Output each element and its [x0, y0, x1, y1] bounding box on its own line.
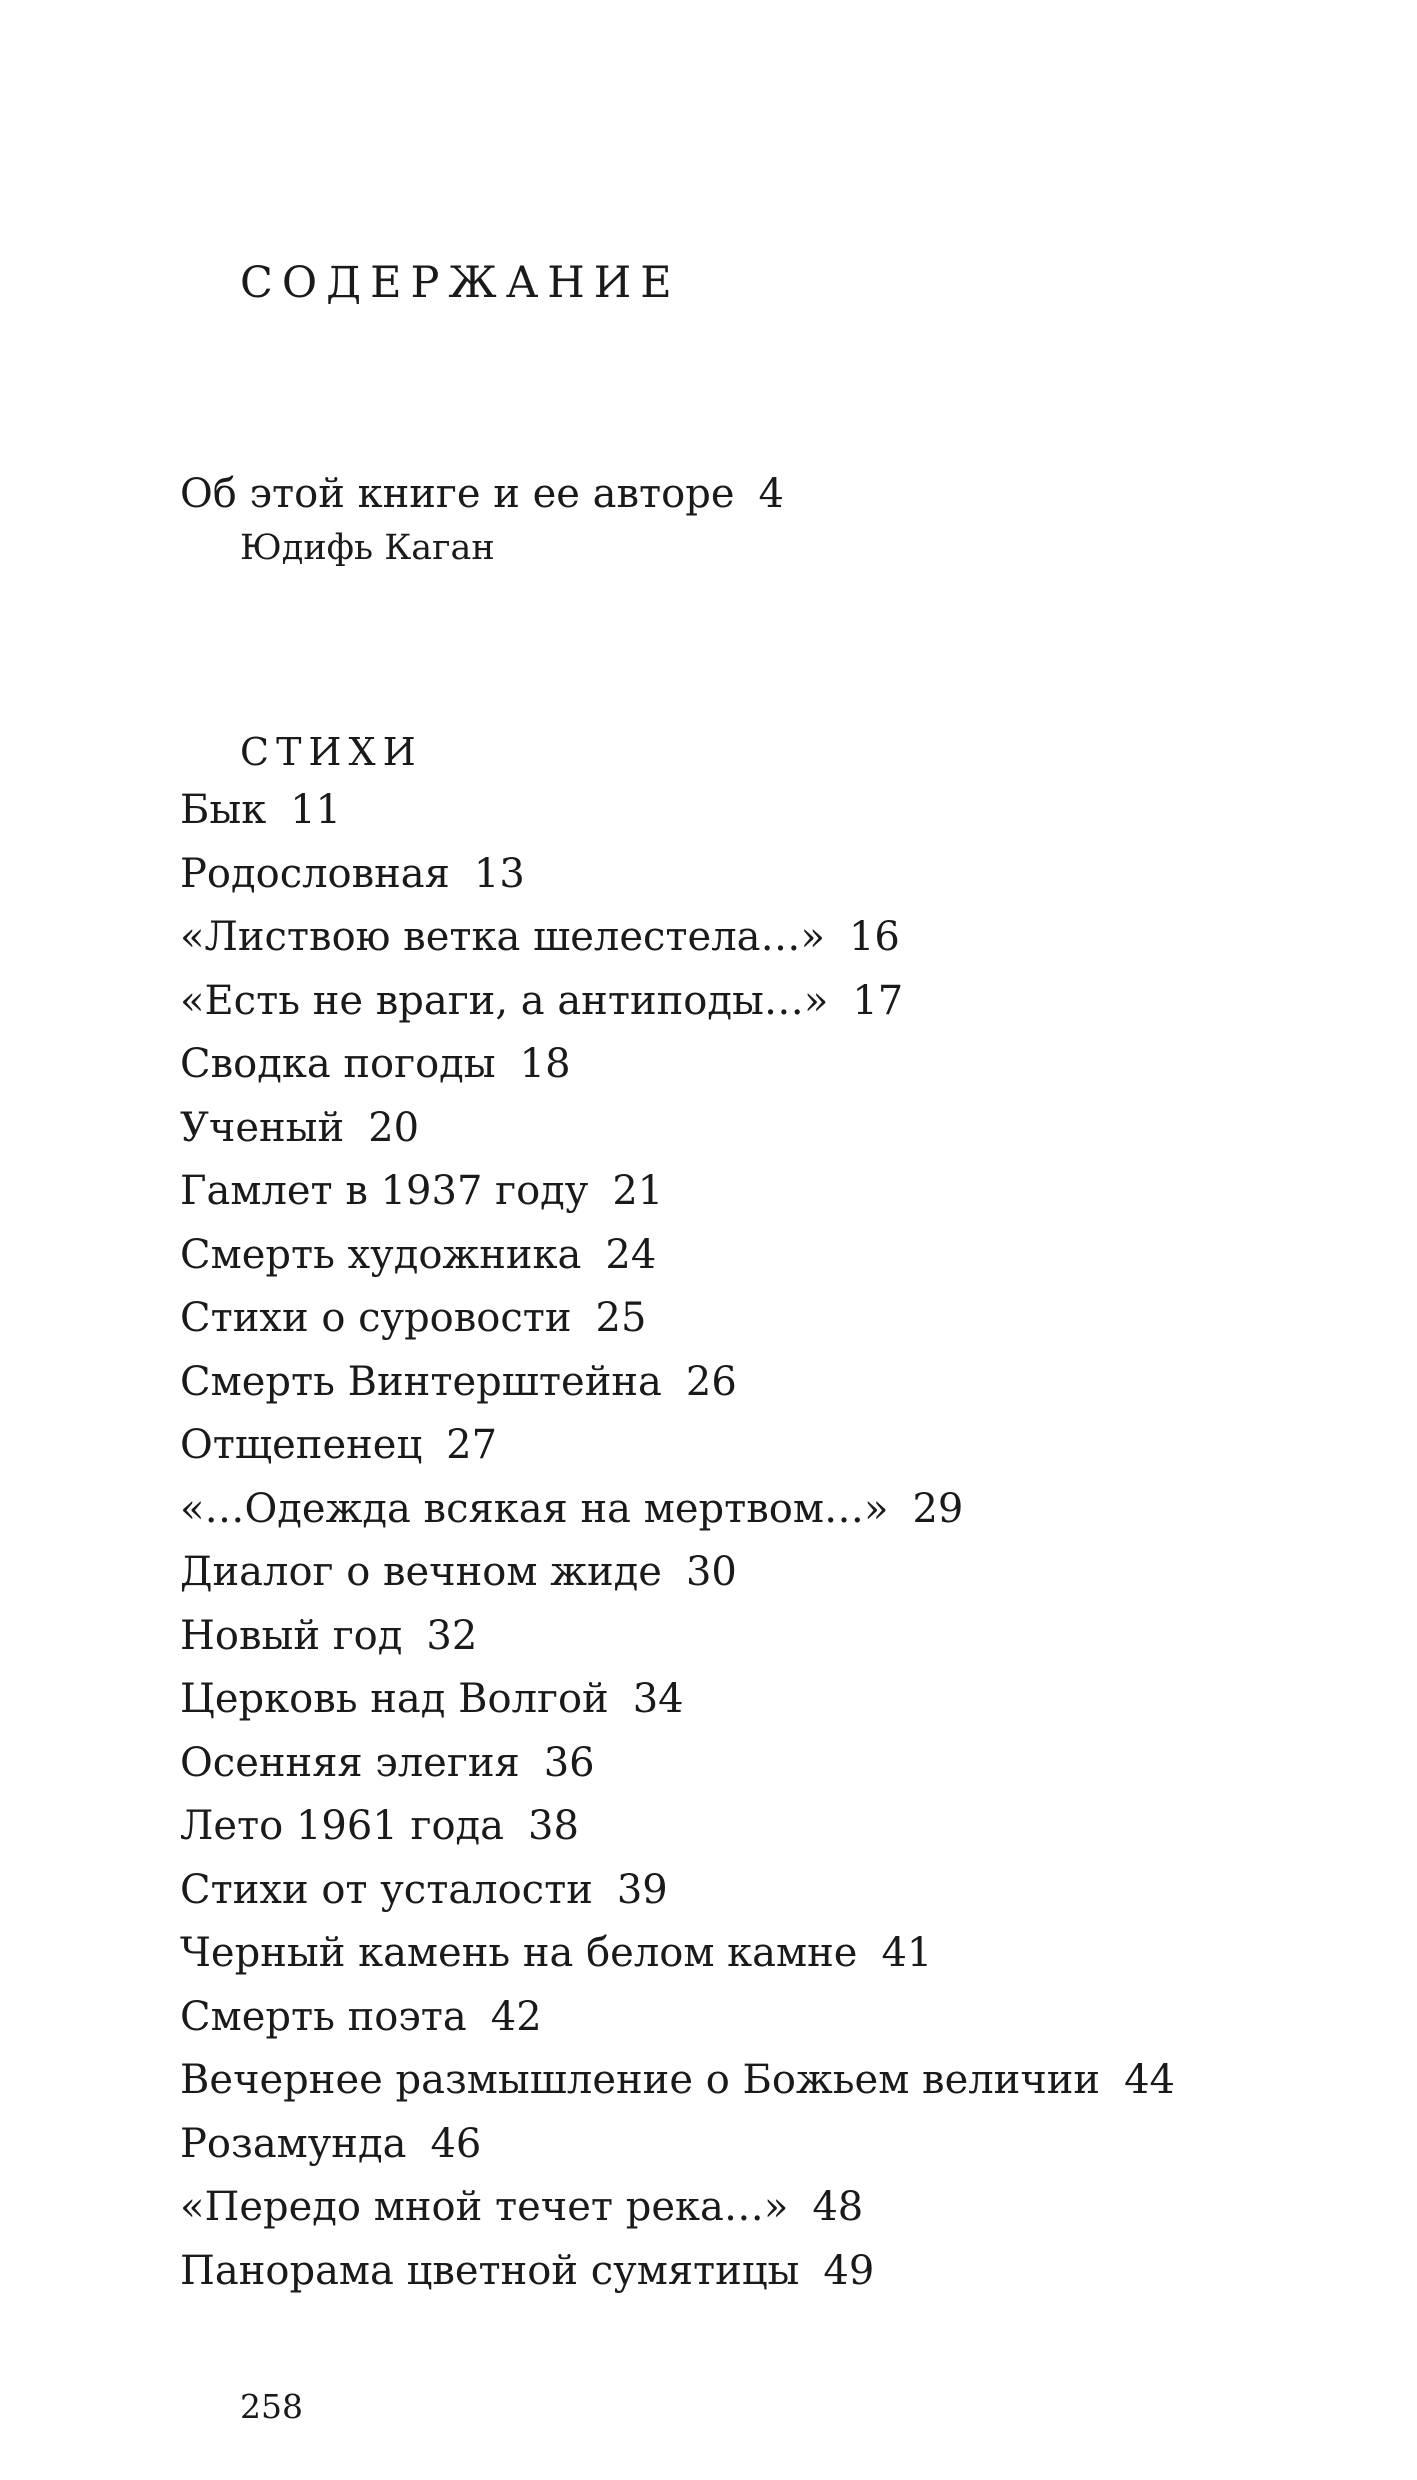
toc-entry — [180, 2176, 1175, 2240]
entry-page-number: 49 — [823, 2247, 875, 2294]
entry-page-number: 34 — [632, 1676, 684, 1722]
entry-page-number: 41 — [881, 1930, 933, 1976]
entry-page-number: 16 — [848, 914, 900, 960]
entry-page-number: 32 — [426, 1612, 478, 1659]
page-title: СОДЕРЖАНИЕ — [240, 258, 681, 308]
toc-entry — [180, 843, 1175, 907]
entry-title: Гамлет в 1937 году — [180, 1168, 589, 1214]
entry-title: Панорама цветной сумятицы — [180, 2247, 800, 2294]
toc-entry — [180, 970, 1175, 1034]
entry-title: Розамунда — [180, 2120, 407, 2167]
entry-page-number: 26 — [685, 1358, 737, 1405]
entry-page-number: 38 — [528, 1803, 579, 1849]
entry-title: «Есть не враги, а антиподы…» — [180, 977, 829, 1024]
entry-title: Стихи от усталости — [180, 1866, 593, 1913]
toc-entry — [180, 1859, 1175, 1923]
toc-list — [180, 779, 1175, 2303]
entry-title: «Листвою ветка шелестела…» — [180, 914, 825, 960]
entry-page-number: 42 — [490, 1993, 542, 2040]
entry-page-number: 11 — [290, 787, 342, 833]
toc-entry — [180, 1605, 1175, 1669]
toc-entry — [180, 779, 1175, 843]
toc-entry — [180, 463, 784, 527]
entry-title: Бык — [180, 787, 267, 833]
entry-page-number: 20 — [368, 1104, 420, 1151]
entry-title: Об этой книге и ее авторе — [180, 471, 735, 517]
entry-title: Стихи о суровости — [180, 1295, 572, 1341]
toc-entry — [180, 1668, 1175, 1732]
entry-title: Отщепенец — [180, 1422, 423, 1468]
entry-page-number: 13 — [473, 850, 525, 897]
toc-entry — [180, 1224, 1175, 1288]
entry-title: Новый год — [180, 1612, 403, 1659]
entry-page-number: 25 — [595, 1295, 647, 1341]
entry-page-number: 27 — [446, 1422, 498, 1468]
entry-page-number: 4 — [758, 471, 784, 517]
entry-title: Осенняя элегия — [180, 1739, 520, 1786]
toc-entry — [180, 2049, 1175, 2113]
entry-page-number: 36 — [543, 1739, 595, 1786]
toc-entry — [180, 1033, 1175, 1097]
toc-entry — [180, 1160, 1175, 1224]
entry-title: Вечернее размышление о Божьем величии — [180, 2057, 1101, 2103]
toc-entry — [180, 1097, 1175, 1161]
toc-entry — [180, 1732, 1175, 1796]
entry-title: Черный камень на белом камне — [180, 1930, 858, 1976]
entry-title: «Передо мной течет река…» — [180, 2184, 789, 2230]
entry-page-number: 48 — [812, 2184, 864, 2230]
entry-title: «…Одежда всякая на мертвом…» — [180, 1485, 889, 1532]
toc-entry — [180, 1795, 1175, 1859]
intro-entry — [180, 463, 784, 566]
entry-page-number: 29 — [912, 1485, 964, 1532]
entry-title: Смерть поэта — [180, 1993, 467, 2040]
entry-title: Смерть Винтерштейна — [180, 1358, 662, 1405]
entry-title: Сводка погоды — [180, 1041, 496, 1087]
toc-entry — [180, 906, 1175, 970]
entry-title: Церковь над Волгой — [180, 1676, 609, 1722]
entry-page-number: 30 — [685, 1549, 737, 1595]
entry-title: Диалог о вечном жиде — [180, 1549, 662, 1595]
section-heading: СТИХИ — [240, 730, 423, 774]
toc-entry — [180, 2240, 1175, 2304]
entry-title: Ученый — [180, 1104, 345, 1151]
entry-title: Лето 1961 года — [180, 1803, 505, 1849]
toc-entry — [180, 1351, 1175, 1415]
entry-page-number: 17 — [852, 977, 904, 1024]
entry-page-number: 18 — [519, 1041, 571, 1087]
toc-entry — [180, 1287, 1175, 1351]
page-number: 258 — [240, 2387, 303, 2426]
entry-page-number: 24 — [605, 1231, 657, 1278]
entry-page-number: 21 — [612, 1168, 664, 1214]
entry-title: Смерть художника — [180, 1231, 582, 1278]
entry-page-number: 39 — [616, 1866, 668, 1913]
entry-title: Родословная — [180, 850, 450, 897]
toc-entry — [180, 1541, 1175, 1605]
toc-entry — [180, 1922, 1175, 1986]
entry-page-number: 44 — [1124, 2057, 1175, 2103]
entry-page-number: 46 — [430, 2120, 482, 2167]
toc-entry — [180, 1986, 1175, 2050]
toc-entry — [180, 1478, 1175, 1542]
toc-entry — [180, 2113, 1175, 2177]
intro-author: Юдифь Каган — [240, 527, 495, 568]
toc-entry — [180, 1414, 1175, 1478]
